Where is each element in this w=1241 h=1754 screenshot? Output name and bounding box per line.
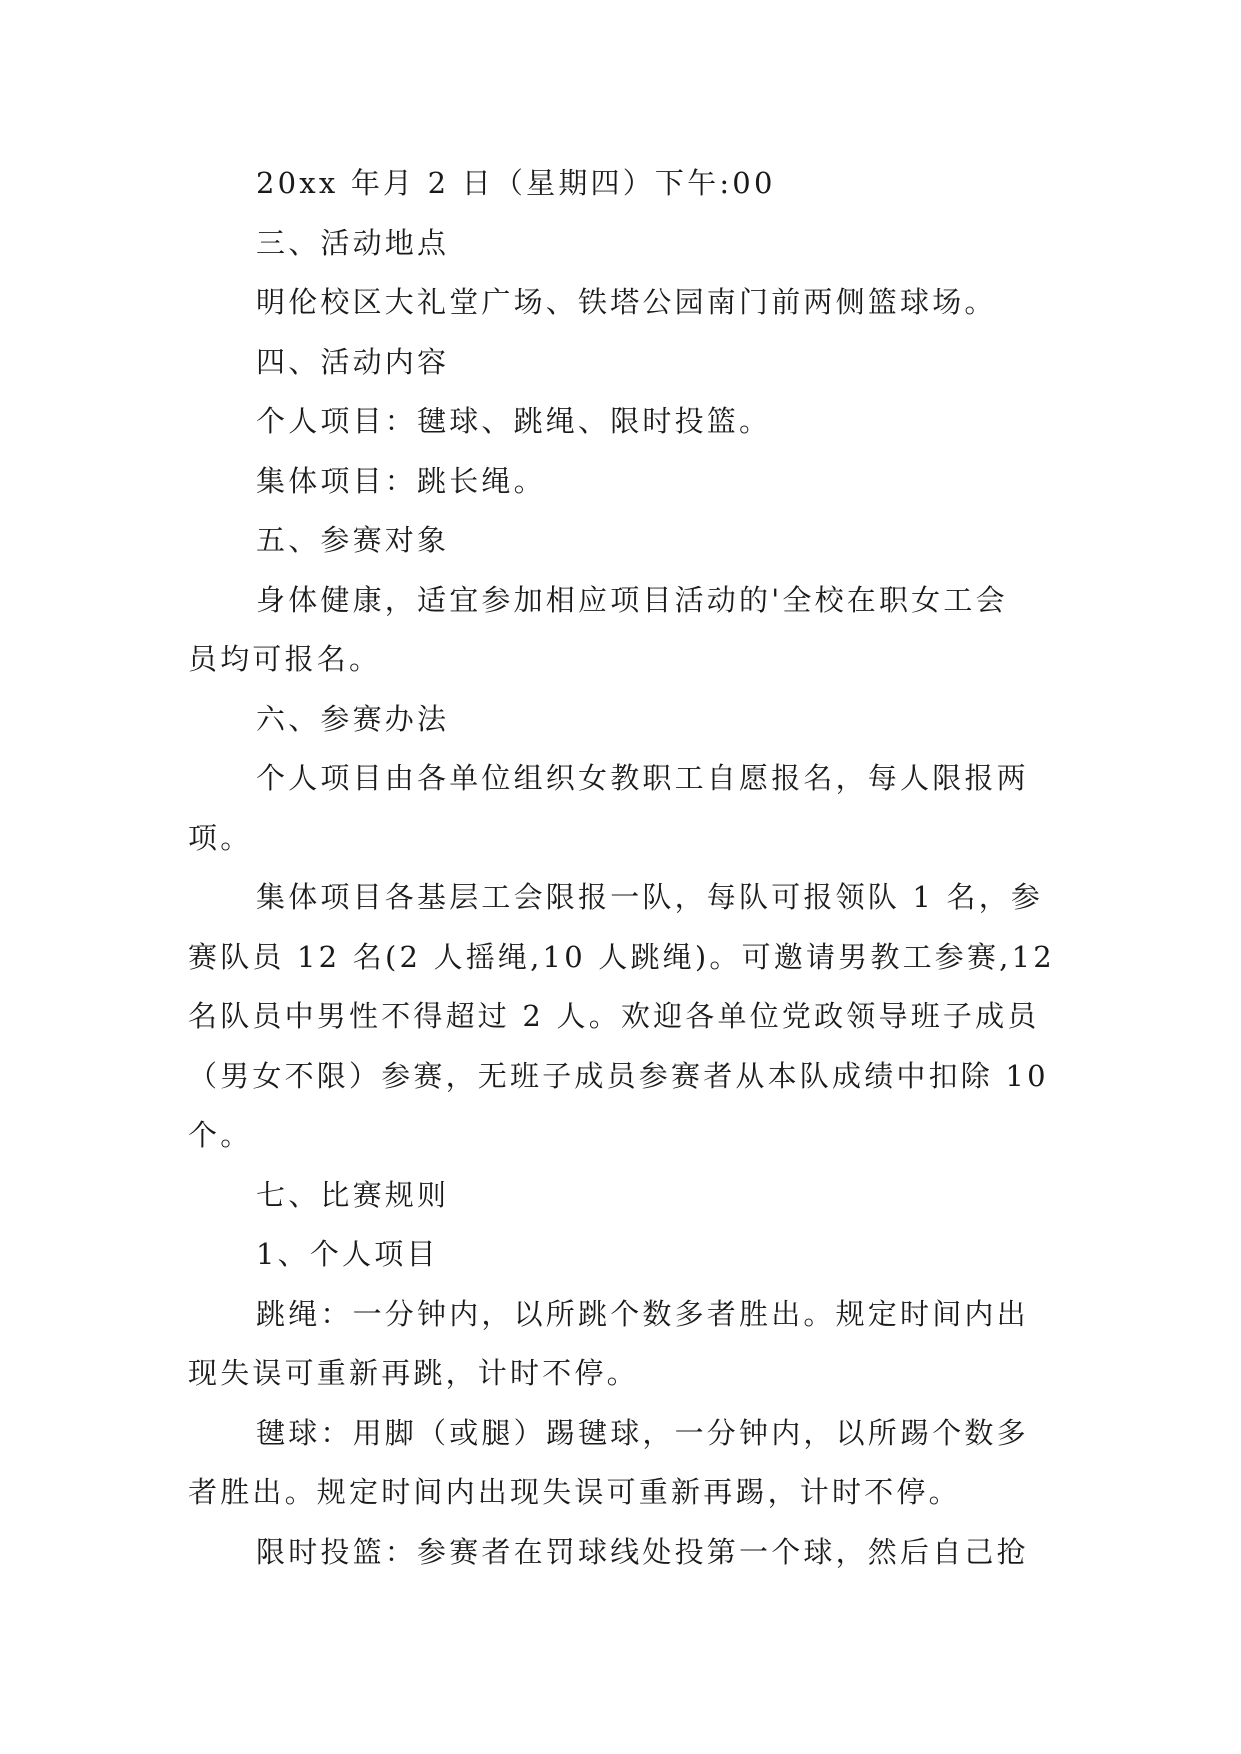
method-individual-line-1: 个人项目由各单位组织女教职工自愿报名，每人限报两 [256, 761, 1029, 795]
venue-text: 明伦校区大礼堂广场、铁塔公园南门前两侧篮球场。 [256, 285, 997, 319]
event-time-line: 20xx 年月 2 日（星期四）下午:00 [256, 166, 776, 200]
method-individual-line-2: 项。 [188, 820, 253, 855]
method-team-line-1: 集体项目各基层工会限报一队，每队可报领队 1 名，参 [256, 880, 1044, 914]
section-heading-venue: 三、活动地点 [256, 225, 450, 260]
rule-shuttlecock-line-2: 者胜出。规定时间内出现失误可重新再踢，计时不停。 [188, 1475, 961, 1509]
rule-timed-shooting-line-1: 限时投篮：参赛者在罚球线处投第一个球，然后自己抢 [256, 1534, 1029, 1569]
section-heading-rules: 七、比赛规则 [256, 1177, 450, 1212]
section-heading-participants: 五、参赛对象 [256, 523, 450, 557]
rule-jump-rope-line-1: 跳绳：一分钟内，以所跳个数多者胜出。规定时间内出 [256, 1296, 1029, 1331]
participants-text-line-2: 员均可报名。 [188, 642, 382, 676]
method-team-line-4: （男女不限）参赛，无班子成员参赛者从本队成绩中扣除 10 [188, 1058, 1049, 1093]
method-team-line-3: 名队员中男性不得超过 2 人。欢迎各单位党政领导班子成员 [188, 999, 1040, 1033]
section-heading-method: 六、参赛办法 [256, 701, 450, 736]
rule-shuttlecock-line-1: 毽球：用脚（或腿）踢毽球，一分钟内，以所踢个数多 [256, 1415, 1029, 1450]
method-team-line-5: 个。 [188, 1118, 253, 1152]
section-heading-content: 四、活动内容 [256, 344, 450, 379]
method-team-line-2: 赛队员 12 名(2 人摇绳,10 人跳绳)。可邀请男教工参赛,12 [188, 939, 1055, 974]
team-events-text: 集体项目：跳长绳。 [256, 463, 546, 498]
participants-text-line-1: 身体健康，适宜参加相应项目活动的'全校在职女工会 [256, 582, 1008, 617]
rule-jump-rope-line-2: 现失误可重新再跳，计时不停。 [188, 1356, 639, 1390]
document-body [188, 154, 1060, 1582]
individual-events-text: 个人项目：毽球、跳绳、限时投篮。 [256, 404, 772, 438]
rules-subheading-individual: 1、个人项目 [256, 1237, 439, 1271]
